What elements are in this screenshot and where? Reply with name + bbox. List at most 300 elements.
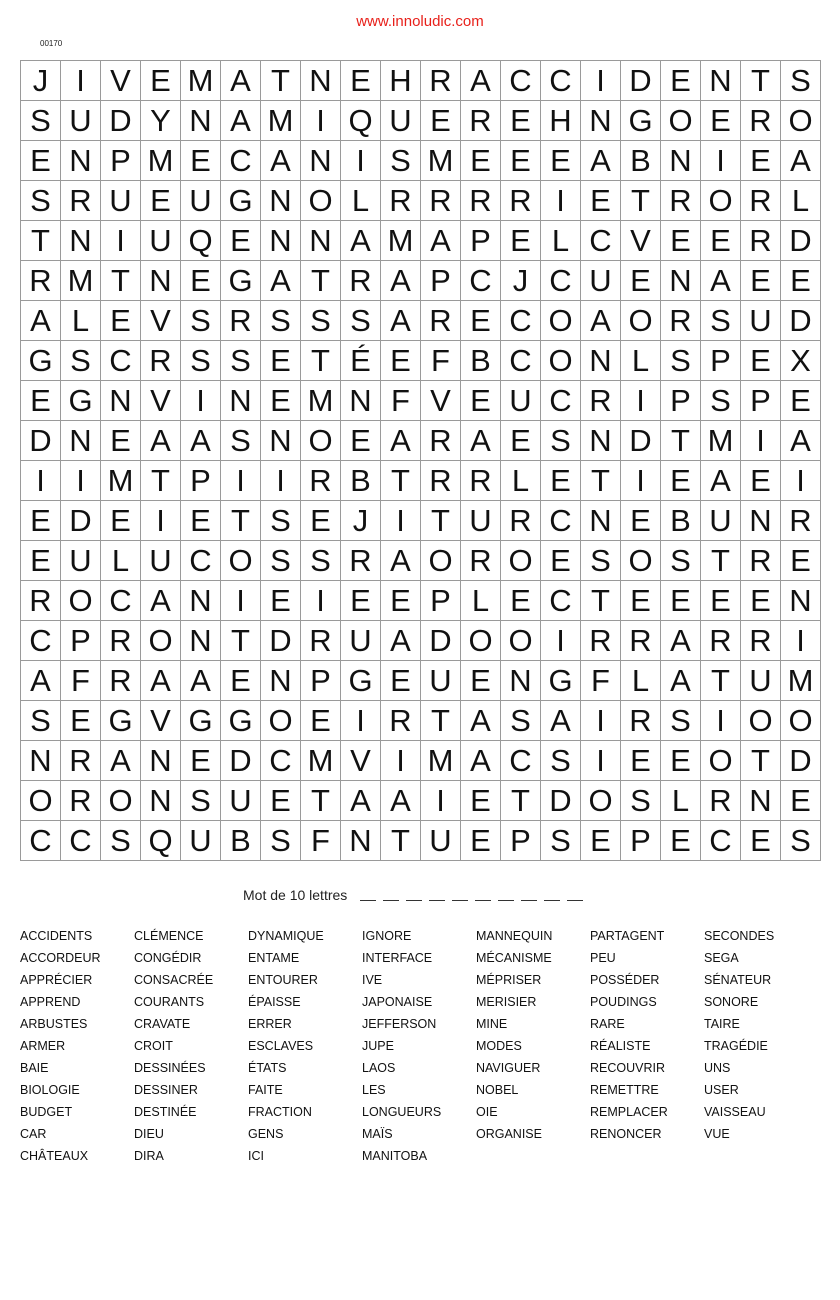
grid-cell[interactable]: E [501, 421, 541, 461]
grid-cell[interactable]: E [341, 421, 381, 461]
grid-cell[interactable]: D [221, 741, 261, 781]
grid-cell[interactable]: G [221, 181, 261, 221]
grid-cell[interactable]: M [61, 261, 101, 301]
grid-cell[interactable]: R [101, 621, 141, 661]
grid-cell[interactable]: E [661, 741, 701, 781]
grid-cell[interactable]: J [341, 501, 381, 541]
grid-cell[interactable]: E [541, 141, 581, 181]
grid-cell[interactable]: H [381, 61, 421, 101]
grid-cell[interactable]: I [141, 501, 181, 541]
grid-cell[interactable]: D [101, 101, 141, 141]
grid-cell[interactable]: R [61, 181, 101, 221]
grid-cell[interactable]: E [781, 541, 821, 581]
grid-cell[interactable]: C [501, 61, 541, 101]
grid-cell[interactable]: R [341, 541, 381, 581]
grid-cell[interactable]: N [141, 261, 181, 301]
grid-cell[interactable]: U [461, 501, 501, 541]
grid-cell[interactable]: E [781, 781, 821, 821]
grid-cell[interactable]: E [261, 341, 301, 381]
grid-cell[interactable]: N [141, 781, 181, 821]
grid-cell[interactable]: S [181, 301, 221, 341]
grid-cell[interactable]: E [621, 261, 661, 301]
grid-cell[interactable]: E [181, 741, 221, 781]
grid-cell[interactable]: S [61, 341, 101, 381]
grid-cell[interactable]: R [421, 421, 461, 461]
grid-cell[interactable]: C [701, 821, 741, 861]
grid-cell[interactable]: R [381, 181, 421, 221]
grid-cell[interactable]: A [381, 301, 421, 341]
grid-cell[interactable]: J [501, 261, 541, 301]
grid-cell[interactable]: A [381, 421, 421, 461]
grid-cell[interactable]: E [741, 141, 781, 181]
grid-cell[interactable]: N [261, 181, 301, 221]
grid-cell[interactable]: A [461, 701, 501, 741]
grid-cell[interactable]: U [141, 221, 181, 261]
grid-cell[interactable]: N [261, 221, 301, 261]
grid-cell[interactable]: D [621, 421, 661, 461]
grid-cell[interactable]: A [701, 261, 741, 301]
grid-cell[interactable]: A [381, 781, 421, 821]
grid-cell[interactable]: I [181, 381, 221, 421]
grid-cell[interactable]: S [21, 701, 61, 741]
grid-cell[interactable]: R [741, 621, 781, 661]
grid-cell[interactable]: O [781, 701, 821, 741]
grid-cell[interactable]: C [501, 301, 541, 341]
grid-cell[interactable]: T [221, 621, 261, 661]
grid-cell[interactable]: T [261, 61, 301, 101]
grid-cell[interactable]: S [181, 781, 221, 821]
grid-cell[interactable]: N [301, 141, 341, 181]
grid-cell[interactable]: N [181, 101, 221, 141]
grid-cell[interactable]: J [21, 61, 61, 101]
grid-cell[interactable]: E [341, 581, 381, 621]
grid-cell[interactable]: G [101, 701, 141, 741]
grid-cell[interactable]: S [541, 821, 581, 861]
grid-cell[interactable]: E [501, 141, 541, 181]
grid-cell[interactable]: E [461, 661, 501, 701]
grid-cell[interactable]: E [501, 581, 541, 621]
grid-cell[interactable]: P [61, 621, 101, 661]
grid-cell[interactable]: I [341, 701, 381, 741]
grid-cell[interactable]: E [741, 581, 781, 621]
grid-cell[interactable]: T [701, 661, 741, 701]
grid-cell[interactable]: T [381, 821, 421, 861]
grid-cell[interactable]: B [661, 501, 701, 541]
grid-cell[interactable]: S [301, 301, 341, 341]
grid-cell[interactable]: I [781, 621, 821, 661]
grid-cell[interactable]: S [781, 61, 821, 101]
grid-cell[interactable]: S [781, 821, 821, 861]
grid-cell[interactable]: E [21, 381, 61, 421]
answer-blank[interactable] [452, 900, 468, 901]
grid-cell[interactable]: U [501, 381, 541, 421]
grid-cell[interactable]: S [261, 821, 301, 861]
grid-cell[interactable]: A [261, 261, 301, 301]
grid-cell[interactable]: N [221, 381, 261, 421]
grid-cell[interactable]: E [581, 821, 621, 861]
grid-cell[interactable]: V [621, 221, 661, 261]
grid-cell[interactable]: Y [141, 101, 181, 141]
grid-cell[interactable]: R [61, 741, 101, 781]
grid-cell[interactable]: E [221, 661, 261, 701]
grid-cell[interactable]: D [781, 741, 821, 781]
grid-cell[interactable]: I [261, 461, 301, 501]
grid-cell[interactable]: C [581, 221, 621, 261]
grid-cell[interactable]: R [421, 461, 461, 501]
grid-cell[interactable]: U [141, 541, 181, 581]
grid-cell[interactable]: E [21, 541, 61, 581]
grid-cell[interactable]: M [421, 141, 461, 181]
grid-cell[interactable]: M [141, 141, 181, 181]
grid-cell[interactable]: A [541, 701, 581, 741]
grid-cell[interactable]: I [381, 501, 421, 541]
grid-cell[interactable]: R [141, 341, 181, 381]
grid-cell[interactable]: C [261, 741, 301, 781]
grid-cell[interactable]: O [541, 341, 581, 381]
grid-cell[interactable]: U [61, 541, 101, 581]
grid-cell[interactable]: N [301, 221, 341, 261]
grid-cell[interactable]: R [341, 261, 381, 301]
grid-cell[interactable]: S [581, 541, 621, 581]
grid-cell[interactable]: N [301, 61, 341, 101]
grid-cell[interactable]: O [781, 101, 821, 141]
grid-cell[interactable]: O [581, 781, 621, 821]
grid-cell[interactable]: O [701, 181, 741, 221]
answer-blank[interactable] [544, 900, 560, 901]
grid-cell[interactable]: E [701, 221, 741, 261]
grid-cell[interactable]: T [21, 221, 61, 261]
grid-cell[interactable]: E [381, 341, 421, 381]
grid-cell[interactable]: E [61, 701, 101, 741]
grid-cell[interactable]: I [741, 421, 781, 461]
grid-cell[interactable]: E [501, 221, 541, 261]
grid-cell[interactable]: C [461, 261, 501, 301]
grid-cell[interactable]: O [621, 541, 661, 581]
grid-cell[interactable]: L [461, 581, 501, 621]
grid-cell[interactable]: L [621, 661, 661, 701]
grid-cell[interactable]: S [381, 141, 421, 181]
grid-cell[interactable]: I [301, 101, 341, 141]
grid-cell[interactable]: E [741, 341, 781, 381]
answer-blank[interactable] [429, 900, 445, 901]
grid-cell[interactable]: R [21, 261, 61, 301]
grid-cell[interactable]: N [61, 221, 101, 261]
grid-cell[interactable]: R [621, 701, 661, 741]
grid-cell[interactable]: F [581, 661, 621, 701]
grid-cell[interactable]: A [181, 421, 221, 461]
site-url[interactable]: www.innoludic.com [356, 13, 484, 30]
grid-cell[interactable]: T [101, 261, 141, 301]
grid-cell[interactable]: B [341, 461, 381, 501]
grid-cell[interactable]: I [701, 141, 741, 181]
grid-cell[interactable]: A [381, 621, 421, 661]
grid-cell[interactable]: E [741, 261, 781, 301]
grid-cell[interactable]: S [221, 421, 261, 461]
grid-cell[interactable]: R [381, 701, 421, 741]
grid-cell[interactable]: E [461, 821, 501, 861]
grid-cell[interactable]: L [341, 181, 381, 221]
grid-cell[interactable]: S [221, 341, 261, 381]
grid-cell[interactable]: D [781, 301, 821, 341]
grid-cell[interactable]: R [701, 781, 741, 821]
grid-cell[interactable]: L [781, 181, 821, 221]
grid-cell[interactable]: L [61, 301, 101, 341]
grid-cell[interactable]: E [621, 741, 661, 781]
grid-cell[interactable]: P [181, 461, 221, 501]
grid-cell[interactable]: F [301, 821, 341, 861]
grid-cell[interactable]: I [781, 461, 821, 501]
grid-cell[interactable]: D [421, 621, 461, 661]
grid-cell[interactable]: E [661, 581, 701, 621]
grid-cell[interactable]: E [661, 461, 701, 501]
grid-cell[interactable]: M [701, 421, 741, 461]
grid-cell[interactable]: E [21, 501, 61, 541]
grid-cell[interactable]: R [581, 621, 621, 661]
grid-cell[interactable]: E [701, 101, 741, 141]
grid-cell[interactable]: N [141, 741, 181, 781]
grid-cell[interactable]: P [421, 261, 461, 301]
grid-cell[interactable]: A [381, 261, 421, 301]
grid-cell[interactable]: R [421, 61, 461, 101]
grid-cell[interactable]: P [301, 661, 341, 701]
grid-cell[interactable]: E [301, 701, 341, 741]
grid-cell[interactable]: A [781, 141, 821, 181]
grid-cell[interactable]: S [101, 821, 141, 861]
grid-cell[interactable]: A [221, 101, 261, 141]
grid-cell[interactable]: T [501, 781, 541, 821]
grid-cell[interactable]: C [21, 621, 61, 661]
grid-cell[interactable]: A [261, 141, 301, 181]
grid-cell[interactable]: T [141, 461, 181, 501]
grid-cell[interactable]: A [221, 61, 261, 101]
grid-cell[interactable]: E [541, 461, 581, 501]
grid-cell[interactable]: G [61, 381, 101, 421]
grid-cell[interactable]: U [381, 101, 421, 141]
grid-cell[interactable]: R [741, 181, 781, 221]
grid-cell[interactable]: C [541, 501, 581, 541]
grid-cell[interactable]: D [621, 61, 661, 101]
grid-cell[interactable]: R [101, 661, 141, 701]
grid-cell[interactable]: N [741, 501, 781, 541]
grid-cell[interactable]: U [421, 821, 461, 861]
grid-cell[interactable]: E [301, 501, 341, 541]
grid-cell[interactable]: T [701, 541, 741, 581]
grid-cell[interactable]: S [621, 781, 661, 821]
grid-cell[interactable]: U [61, 101, 101, 141]
grid-cell[interactable]: R [661, 181, 701, 221]
grid-cell[interactable]: P [421, 581, 461, 621]
grid-cell[interactable]: M [101, 461, 141, 501]
grid-cell[interactable]: E [421, 101, 461, 141]
grid-cell[interactable]: E [101, 421, 141, 461]
grid-cell[interactable]: E [141, 181, 181, 221]
grid-cell[interactable]: R [621, 621, 661, 661]
grid-cell[interactable]: U [701, 501, 741, 541]
grid-cell[interactable]: N [661, 261, 701, 301]
grid-cell[interactable]: R [661, 301, 701, 341]
grid-cell[interactable]: C [541, 261, 581, 301]
grid-cell[interactable]: R [301, 461, 341, 501]
grid-cell[interactable]: R [221, 301, 261, 341]
grid-cell[interactable]: A [701, 461, 741, 501]
grid-cell[interactable]: Q [341, 101, 381, 141]
grid-cell[interactable]: N [581, 421, 621, 461]
grid-cell[interactable]: U [341, 621, 381, 661]
grid-cell[interactable]: M [381, 221, 421, 261]
grid-cell[interactable]: L [621, 341, 661, 381]
grid-cell[interactable]: R [461, 101, 501, 141]
grid-cell[interactable]: S [261, 301, 301, 341]
grid-cell[interactable]: M [781, 661, 821, 701]
grid-cell[interactable]: B [461, 341, 501, 381]
grid-cell[interactable]: S [701, 301, 741, 341]
grid-cell[interactable]: B [221, 821, 261, 861]
grid-cell[interactable]: A [21, 661, 61, 701]
grid-cell[interactable]: R [301, 621, 341, 661]
grid-cell[interactable]: E [461, 301, 501, 341]
grid-cell[interactable]: E [661, 221, 701, 261]
grid-cell[interactable]: R [741, 221, 781, 261]
grid-cell[interactable]: C [501, 741, 541, 781]
grid-cell[interactable]: N [701, 61, 741, 101]
grid-cell[interactable]: T [381, 461, 421, 501]
grid-cell[interactable]: A [781, 421, 821, 461]
grid-cell[interactable]: C [541, 581, 581, 621]
grid-cell[interactable]: R [61, 781, 101, 821]
grid-cell[interactable]: S [301, 541, 341, 581]
grid-cell[interactable]: F [61, 661, 101, 701]
grid-cell[interactable]: E [701, 581, 741, 621]
grid-cell[interactable]: R [741, 101, 781, 141]
grid-cell[interactable]: A [581, 301, 621, 341]
grid-cell[interactable]: R [501, 181, 541, 221]
grid-cell[interactable]: T [301, 341, 341, 381]
grid-cell[interactable]: I [621, 381, 661, 421]
grid-cell[interactable]: A [21, 301, 61, 341]
grid-cell[interactable]: A [341, 781, 381, 821]
grid-cell[interactable]: A [101, 741, 141, 781]
grid-cell[interactable]: M [261, 101, 301, 141]
grid-cell[interactable]: G [181, 701, 221, 741]
grid-cell[interactable]: T [621, 181, 661, 221]
grid-cell[interactable]: T [421, 701, 461, 741]
grid-cell[interactable]: S [261, 501, 301, 541]
grid-cell[interactable]: D [21, 421, 61, 461]
grid-cell[interactable]: E [461, 781, 501, 821]
answer-blank[interactable] [498, 900, 514, 901]
grid-cell[interactable]: G [341, 661, 381, 701]
grid-cell[interactable]: E [461, 381, 501, 421]
grid-cell[interactable]: S [661, 341, 701, 381]
grid-cell[interactable]: A [461, 61, 501, 101]
grid-cell[interactable]: U [221, 781, 261, 821]
grid-cell[interactable]: U [741, 301, 781, 341]
grid-cell[interactable]: A [341, 221, 381, 261]
grid-cell[interactable]: P [501, 821, 541, 861]
grid-cell[interactable]: N [741, 781, 781, 821]
grid-cell[interactable]: R [461, 461, 501, 501]
grid-cell[interactable]: N [261, 421, 301, 461]
grid-cell[interactable]: G [621, 101, 661, 141]
grid-cell[interactable]: I [421, 781, 461, 821]
grid-cell[interactable]: F [381, 381, 421, 421]
grid-cell[interactable]: N [101, 381, 141, 421]
grid-cell[interactable]: C [61, 821, 101, 861]
grid-cell[interactable]: O [261, 701, 301, 741]
grid-cell[interactable]: N [61, 141, 101, 181]
answer-blank[interactable] [475, 900, 491, 901]
grid-cell[interactable]: D [781, 221, 821, 261]
grid-cell[interactable]: E [341, 61, 381, 101]
grid-cell[interactable]: I [61, 461, 101, 501]
grid-cell[interactable]: N [341, 381, 381, 421]
grid-cell[interactable]: A [661, 621, 701, 661]
grid-cell[interactable]: O [221, 541, 261, 581]
grid-cell[interactable]: U [181, 821, 221, 861]
grid-cell[interactable]: V [101, 61, 141, 101]
grid-cell[interactable]: L [101, 541, 141, 581]
grid-cell[interactable]: E [621, 581, 661, 621]
grid-cell[interactable]: T [741, 741, 781, 781]
grid-cell[interactable]: M [301, 741, 341, 781]
grid-cell[interactable]: S [661, 541, 701, 581]
grid-cell[interactable]: S [501, 701, 541, 741]
grid-cell[interactable]: I [621, 461, 661, 501]
grid-cell[interactable]: N [581, 341, 621, 381]
grid-cell[interactable]: U [101, 181, 141, 221]
grid-cell[interactable]: M [181, 61, 221, 101]
grid-cell[interactable]: R [461, 541, 501, 581]
grid-cell[interactable]: F [421, 341, 461, 381]
grid-cell[interactable]: U [421, 661, 461, 701]
grid-cell[interactable]: I [301, 581, 341, 621]
grid-cell[interactable]: E [661, 821, 701, 861]
grid-cell[interactable]: R [781, 501, 821, 541]
grid-cell[interactable]: C [101, 581, 141, 621]
grid-cell[interactable]: U [581, 261, 621, 301]
grid-cell[interactable]: L [661, 781, 701, 821]
answer-blank[interactable] [521, 900, 537, 901]
grid-cell[interactable]: C [541, 61, 581, 101]
grid-cell[interactable]: R [421, 181, 461, 221]
grid-cell[interactable]: X [781, 341, 821, 381]
grid-cell[interactable]: R [461, 181, 501, 221]
grid-cell[interactable]: C [181, 541, 221, 581]
grid-cell[interactable]: E [541, 541, 581, 581]
grid-cell[interactable]: I [701, 701, 741, 741]
grid-cell[interactable]: E [141, 61, 181, 101]
grid-cell[interactable]: O [101, 781, 141, 821]
grid-cell[interactable]: E [661, 61, 701, 101]
grid-cell[interactable]: O [541, 301, 581, 341]
grid-cell[interactable]: C [541, 381, 581, 421]
grid-cell[interactable]: V [141, 301, 181, 341]
grid-cell[interactable]: N [341, 821, 381, 861]
answer-blank[interactable] [383, 900, 399, 901]
grid-cell[interactable]: H [541, 101, 581, 141]
grid-cell[interactable]: P [621, 821, 661, 861]
grid-cell[interactable]: I [541, 621, 581, 661]
grid-cell[interactable]: A [461, 741, 501, 781]
grid-cell[interactable]: E [221, 221, 261, 261]
grid-cell[interactable]: R [421, 301, 461, 341]
grid-cell[interactable]: R [581, 381, 621, 421]
grid-cell[interactable]: E [741, 821, 781, 861]
grid-cell[interactable]: I [101, 221, 141, 261]
grid-cell[interactable]: S [541, 421, 581, 461]
grid-cell[interactable]: U [181, 181, 221, 221]
grid-cell[interactable]: I [61, 61, 101, 101]
